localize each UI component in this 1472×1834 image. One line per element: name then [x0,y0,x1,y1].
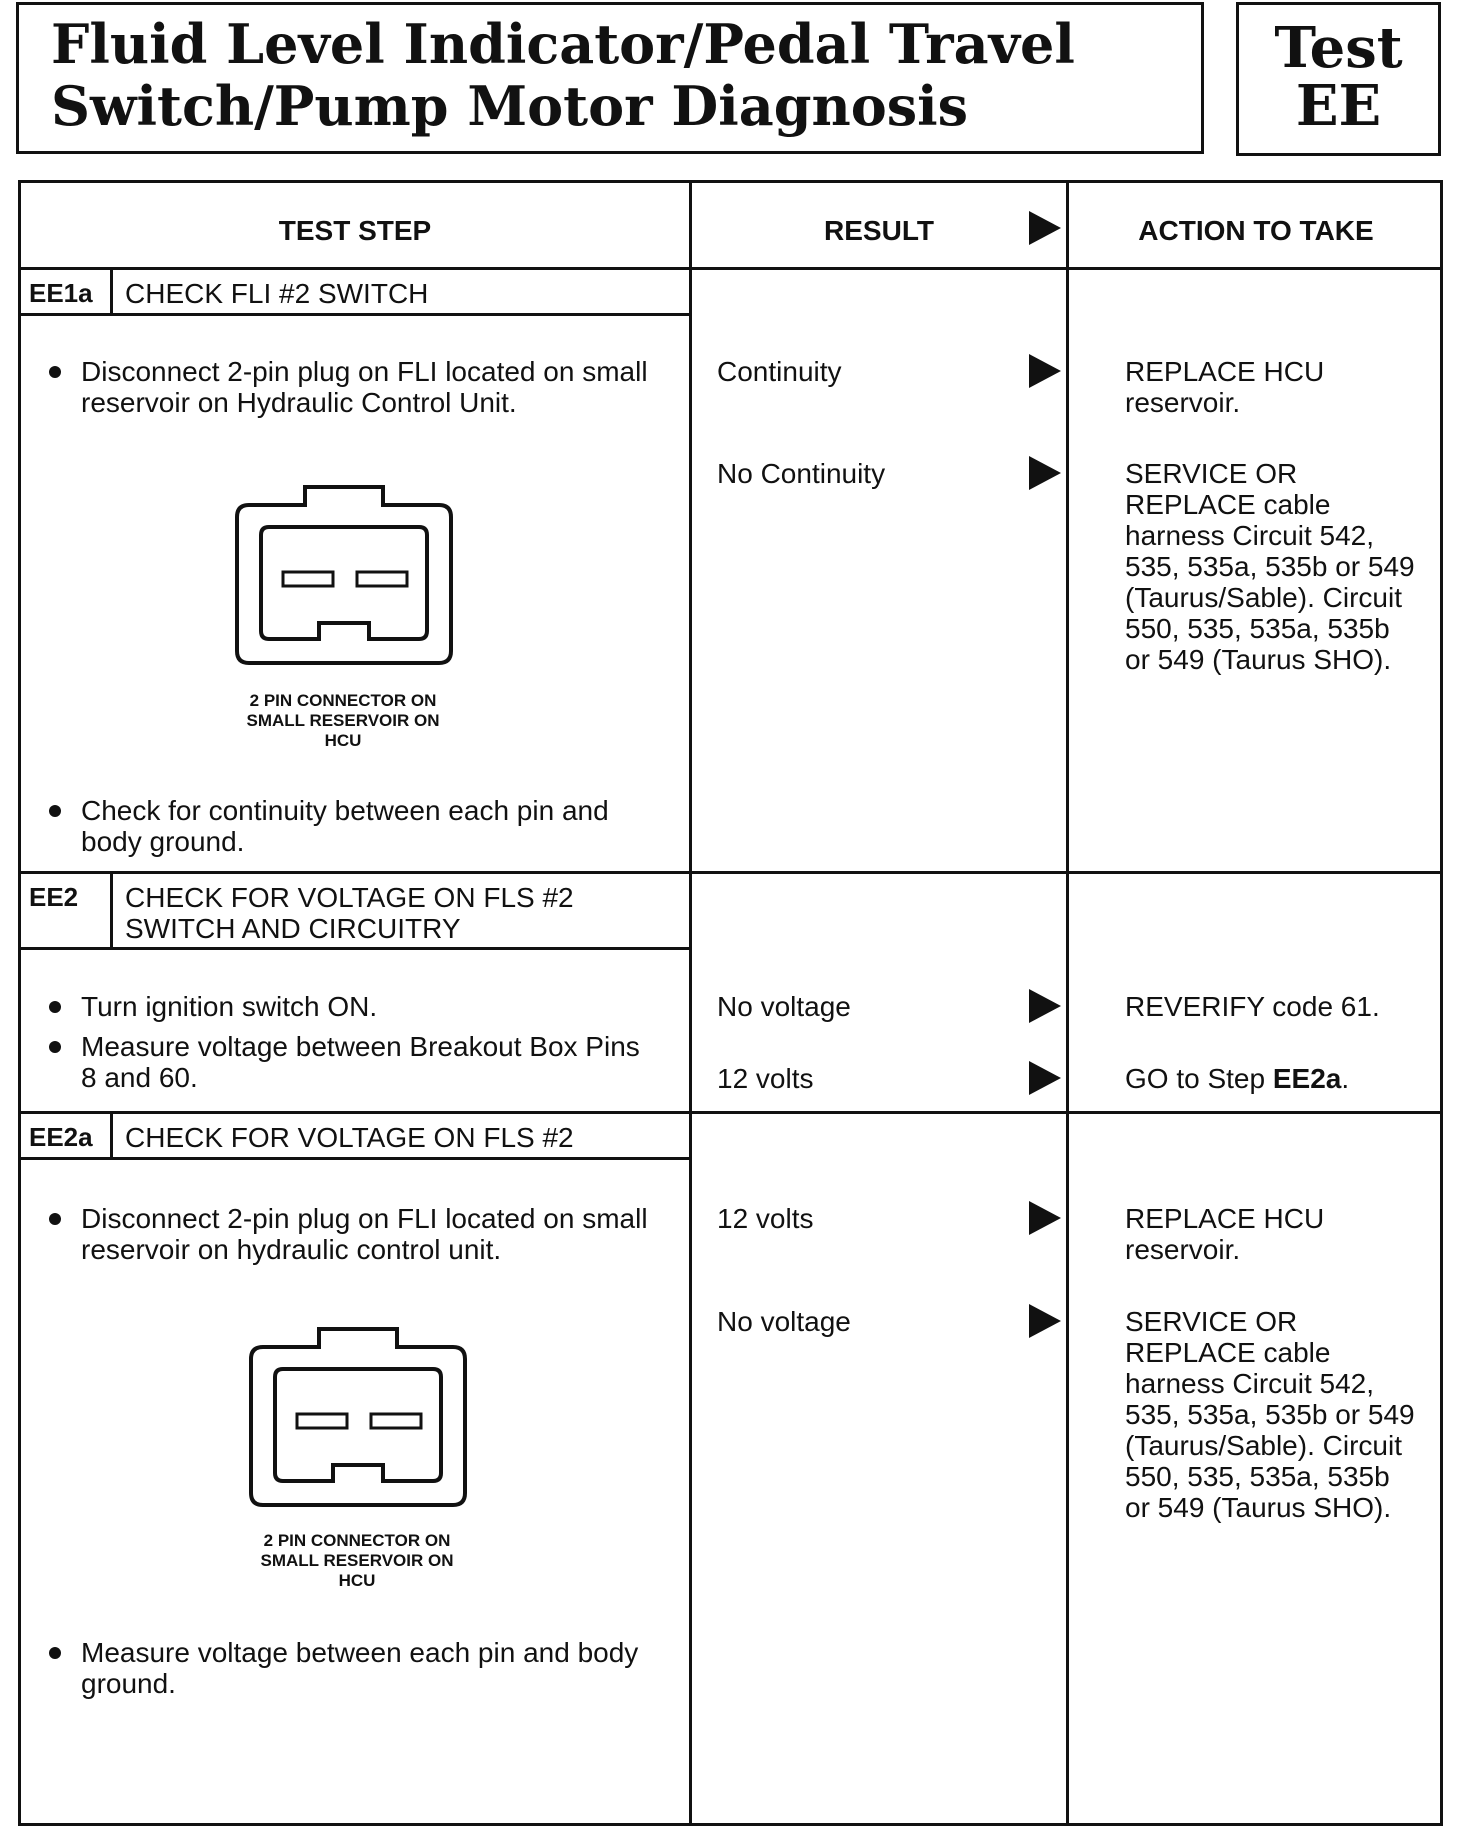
title-line-1: Fluid Level Indicator/Pedal Travel [51,12,1075,76]
step-instruction: Disconnect 2-pin plug on FLI located on small reservoir on hydraulic control unit. [47,1203,657,1265]
step-instruction: Measure voltage between each pin and body ground. [47,1637,677,1699]
arrow-icon [1029,456,1061,490]
action-text: REPLACE HCU reservoir. [1125,1203,1325,1265]
result-text: 12 volts [717,1063,814,1094]
step-instruction: Measure voltage between Breakout Box Pins 8 and 60. [47,1031,657,1093]
action-text: REVERIFY code 61. [1125,991,1380,1022]
step-title-ee2a: CHECK FOR VOLTAGE ON FLS #2 [113,1114,689,1160]
result-text: 12 volts [717,1203,814,1234]
step-instruction: Turn ignition switch ON. [47,991,657,1022]
action-text: GO to Step EE2a. [1125,1063,1350,1094]
column-divider [1066,183,1069,1823]
connector-caption: 2 PIN CONNECTOR ON SMALL RESERVOIR ON HCU [260,1531,454,1590]
column-header-test-step: TEST STEP [278,215,432,246]
arrow-icon [1029,354,1061,388]
arrow-icon [1029,1201,1061,1235]
result-text: No voltage [717,991,851,1022]
step-instruction: Check for continuity between each pin and body ground. [47,795,657,857]
arrow-icon [1029,1061,1061,1095]
action-text: SERVICE OR REPLACE cable harness Circuit 542, 535, 535a, 535b or 549 (Taurus/Sable). Circuit 550, 535, 535a, 535b or 549 (Taurus SHO). [1125,458,1415,675]
step-title-ee1a: CHECK FLI #2 SWITCH [113,270,689,316]
title-line-2: Switch/Pump Motor Diagnosis [51,74,969,138]
step-instruction: Disconnect 2-pin plug on FLI located on small reservoir on Hydraulic Control Unit. [47,356,657,418]
arrow-icon [1029,1304,1061,1338]
title-box [16,2,1204,154]
result-text: No Continuity [717,458,886,489]
arrow-icon [1029,989,1061,1023]
diagnosis-table [18,180,1443,1826]
result-text: No voltage [717,1306,851,1337]
result-text: Continuity [717,356,842,387]
step-link-ee2a: EE2a [1272,1063,1342,1094]
step-id-ee1a: EE1a [21,270,113,316]
step-id-ee2a: EE2a [21,1114,113,1160]
test-label: Test [1274,15,1403,81]
step-title-ee2: CHECK FOR VOLTAGE ON FLS #2 SWITCH AND CIRCUITRY [113,874,689,950]
test-id-box [1236,2,1441,156]
page-title [51,13,1191,137]
arrow-icon [1029,211,1061,245]
action-text: REPLACE HCU reservoir. [1125,356,1325,418]
two-pin-connector-icon [229,481,459,671]
column-divider [689,183,692,1823]
test-code: EE [1295,73,1382,139]
column-header-result: RESULT [824,215,934,246]
two-pin-connector-icon [243,1323,473,1513]
action-text: SERVICE OR REPLACE cable harness Circuit 542, 535, 535a, 535b or 549 (Taurus/Sable). Circuit 550, 535, 535a, 535b or 549 (Taurus SHO). [1125,1306,1415,1523]
connector-caption: 2 PIN CONNECTOR ON SMALL RESERVOIR ON HCU [246,691,440,750]
column-header-action: ACTION TO TAKE [1138,215,1374,246]
step-id-ee2: EE2 [21,874,113,950]
